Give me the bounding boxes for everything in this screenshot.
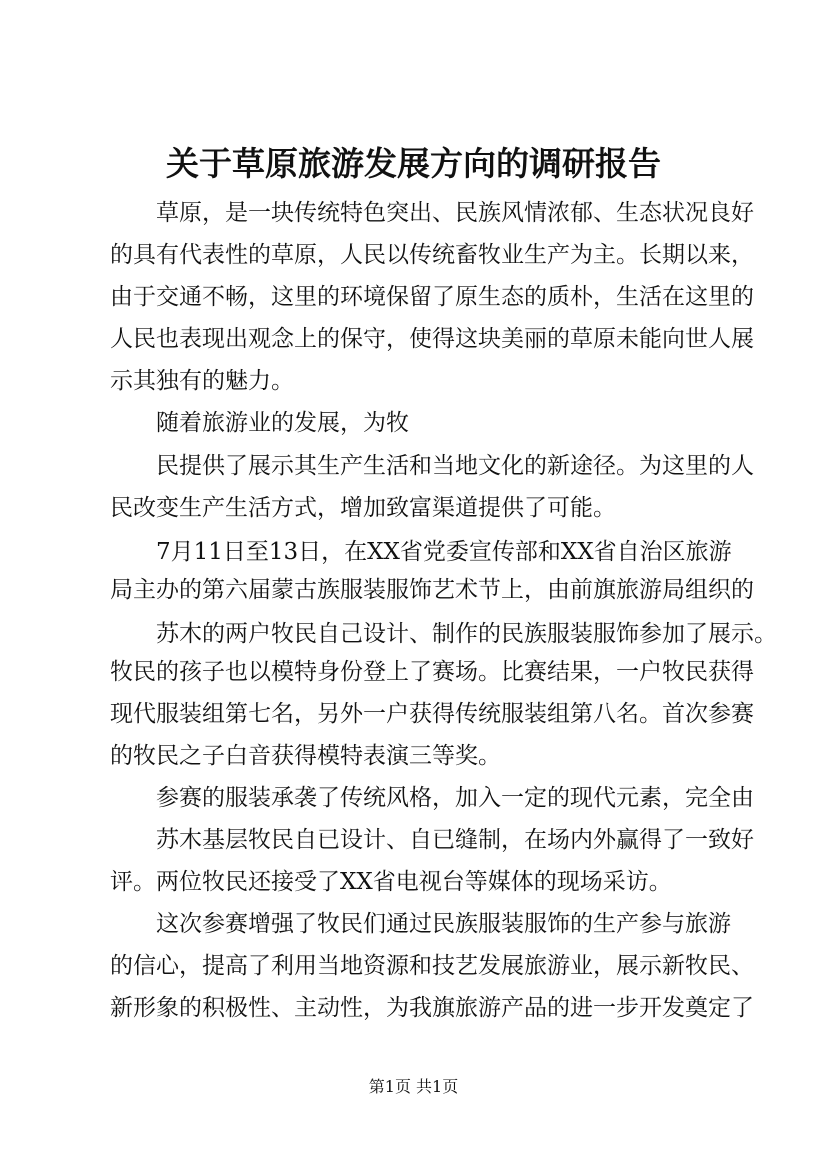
body-line: 人民也表现出观念上的保守，使得这块美丽的草原未能向世人展	[110, 326, 754, 352]
body-line: 示其独有的魅力。	[110, 368, 294, 394]
document-title: 关于草原旅游发展方向的调研报告	[166, 144, 661, 183]
body-line: 民提供了展示其生产生活和当地文化的新途径。为这里的人	[156, 453, 754, 479]
body-line: 新形象的积极性、主动性，为我旗旅游产品的进一步开发奠定了	[110, 995, 754, 1021]
body-line: 这次参赛增强了牧民们通过民族服装服饰的生产参与旅游	[156, 911, 731, 937]
body-line: 牧民的孩子也以模特身份登上了赛场。比赛结果，一户牧民获得	[110, 659, 754, 685]
body-line: 7月11日至13日，在XX省党委宣传部和XX省自治区旅游	[156, 539, 732, 565]
body-line: 的牧民之子白音获得模特表演三等奖。	[110, 743, 501, 769]
body-line: 的信心，提高了利用当地资源和技艺发展旅游业，展示新牧民、	[110, 953, 754, 979]
body-line: 由于交通不畅，这里的环境保留了原生态的质朴，生活在这里的	[110, 284, 754, 310]
body-line: 苏木的两户牧民自己设计、制作的民族服装服饰参加了展示。	[156, 621, 777, 647]
body-line: 苏木基层牧民自已设计、自已缝制，在场内外赢得了一致好	[156, 827, 754, 853]
body-line: 草原，是一块传统特色突出、民族风情浓郁、生态状况良好	[156, 200, 754, 226]
body-line: 参赛的服装承袭了传统风格，加入一定的现代元素，完全由	[156, 785, 754, 811]
body-line: 的具有代表性的草原，人民以传统畜牧业生产为主。长期以来，	[110, 242, 754, 268]
page-number-footer: 第1页 共1页	[368, 1077, 459, 1096]
body-line: 评。两位牧民还接受了XX省电视台等媒体的现场采访。	[110, 869, 672, 895]
body-line: 局主办的第六届蒙古族服装服饰艺术节上，由前旗旅游局组织的	[110, 577, 754, 603]
body-line: 民改变生产生活方式，增加致富渠道提供了可能。	[110, 495, 616, 521]
body-line: 随着旅游业的发展，为牧	[156, 410, 409, 436]
body-line: 现代服装组第七名，另外一户获得传统服装组第八名。首次参赛	[110, 701, 754, 727]
